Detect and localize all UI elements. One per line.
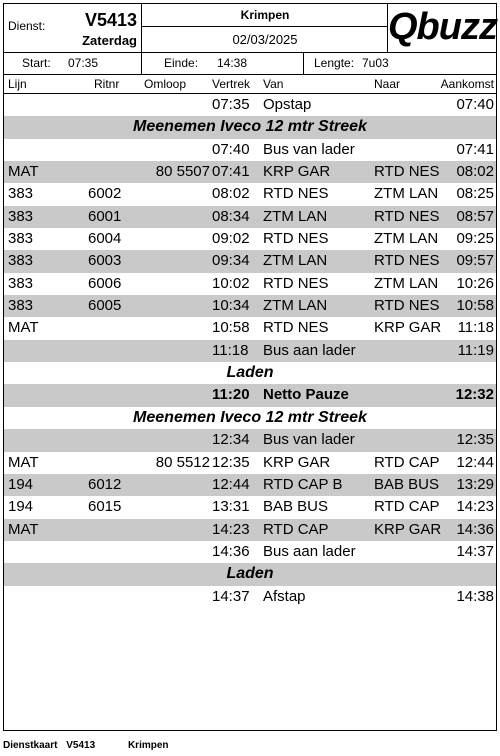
cell-aankomst: 13:29 xyxy=(456,475,494,493)
cell-vertrek: 14:37 xyxy=(212,587,250,605)
cell-van: KRP GAR xyxy=(263,163,331,181)
cell-naar: ZTM LAN xyxy=(374,185,439,203)
section-title: Laden xyxy=(226,565,274,583)
column-headers xyxy=(4,75,496,94)
cell-van: RTD CAP B xyxy=(263,475,343,493)
cell-vertrek: 12:34 xyxy=(212,431,250,449)
table-row xyxy=(4,94,496,116)
table-row xyxy=(4,161,496,183)
start-label: Start: xyxy=(22,56,51,70)
table-row xyxy=(4,519,496,541)
cell-vertrek: 14:23 xyxy=(212,520,250,538)
cell-ritnr: 6004 xyxy=(88,230,122,248)
table-row xyxy=(4,541,496,563)
table-row xyxy=(4,317,496,339)
cell-van: Netto Pauze xyxy=(263,386,349,404)
cell-aankomst: 14:36 xyxy=(456,520,494,538)
cell-ritnr: 6015 xyxy=(88,498,122,516)
cell-naar: RTD NES xyxy=(374,297,440,315)
cell-van: Opstap xyxy=(263,96,312,113)
cell-vertrek: 11:18 xyxy=(212,341,249,359)
cell-aankomst: 11:18 xyxy=(457,319,494,337)
cell-vertrek: 11:20 xyxy=(212,386,250,404)
section-row xyxy=(4,563,496,585)
cell-vertrek: 08:34 xyxy=(212,207,250,225)
cell-van: ZTM LAN xyxy=(263,207,328,225)
table-row xyxy=(4,452,496,474)
cell-vertrek: 13:31 xyxy=(212,498,250,516)
cell-aankomst: 09:25 xyxy=(456,230,494,248)
length-value: 7u03 xyxy=(362,56,389,70)
location: Krimpen xyxy=(142,4,388,27)
end-cell xyxy=(142,53,304,74)
header xyxy=(4,4,496,53)
trip-table xyxy=(4,94,496,608)
section-title: Laden xyxy=(226,364,274,382)
table-row xyxy=(4,586,496,608)
cell-aankomst: 14:23 xyxy=(456,498,494,516)
cell-naar: KRP GAR xyxy=(374,319,442,337)
cell-van: Bus aan lader xyxy=(263,542,356,560)
cell-naar: RTD CAP xyxy=(374,498,440,516)
cell-lijn: MAT xyxy=(8,453,39,471)
cell-lijn: 383 xyxy=(8,185,34,203)
cell-lijn: 194 xyxy=(8,498,34,516)
dienstkaart xyxy=(3,3,497,731)
cell-ritnr: 6003 xyxy=(88,252,122,270)
cell-van: RTD NES xyxy=(263,230,329,248)
col-lijn: Lijn xyxy=(8,77,27,91)
cell-aankomst: 10:58 xyxy=(456,297,494,315)
col-vertrek: Vertrek xyxy=(212,77,251,91)
footer-dienst: V5413 xyxy=(66,740,96,751)
cell-vertrek: 10:02 xyxy=(212,274,250,292)
table-row xyxy=(4,474,496,496)
cell-van: ZTM LAN xyxy=(263,252,328,270)
cell-naar: RTD NES xyxy=(374,252,440,270)
cell-vertrek: 09:02 xyxy=(212,230,250,248)
cell-vertrek: 07:41 xyxy=(212,163,250,181)
col-aankomst: Aankomst xyxy=(440,77,494,91)
table-row xyxy=(4,228,496,250)
table-row xyxy=(4,340,496,362)
day-type: Zaterdag xyxy=(82,33,137,48)
cell-naar: RTD CAP xyxy=(374,453,440,471)
length-cell xyxy=(304,53,496,74)
table-row xyxy=(4,250,496,272)
cell-vertrek: 14:36 xyxy=(212,542,250,560)
cell-aankomst: 14:38 xyxy=(456,587,494,605)
logo-cell xyxy=(388,4,496,52)
cell-naar: RTD NES xyxy=(374,163,440,181)
table-row xyxy=(4,206,496,228)
cell-lijn: MAT xyxy=(8,520,39,538)
cell-aankomst: 10:26 xyxy=(456,274,494,292)
cell-vertrek: 08:02 xyxy=(212,185,250,203)
cell-lijn: 383 xyxy=(8,252,34,270)
cell-omloop: 80 5507 xyxy=(155,163,210,181)
table-row xyxy=(4,139,496,161)
cell-vertrek: 07:35 xyxy=(212,96,250,113)
cell-lijn: 383 xyxy=(8,297,34,315)
end-time: 14:38 xyxy=(217,56,248,70)
cell-vertrek: 10:58 xyxy=(212,319,250,337)
cell-aankomst: 09:57 xyxy=(456,252,494,270)
cell-van: BAB BUS xyxy=(263,498,329,516)
col-naar: Naar xyxy=(374,77,401,91)
cell-aankomst: 12:44 xyxy=(456,453,494,471)
footer-location: Krimpen xyxy=(127,740,169,751)
cell-vertrek: 12:35 xyxy=(212,453,250,471)
dienst-cell xyxy=(4,4,142,52)
table-row xyxy=(4,429,496,451)
cell-ritnr: 6002 xyxy=(88,185,122,203)
section-row xyxy=(4,407,496,429)
qbuzz-logo: Qbuzz xyxy=(388,6,497,48)
section-title: Meenemen Iveco 12 mtr Streek xyxy=(133,118,367,136)
cell-naar: BAB BUS xyxy=(374,475,440,493)
cell-lijn: 383 xyxy=(8,230,34,248)
cell-aankomst: 08:02 xyxy=(456,163,494,181)
dienst-number: V5413 xyxy=(84,10,137,30)
cell-vertrek: 09:34 xyxy=(212,252,250,270)
table-row xyxy=(4,295,496,317)
cell-omloop: 80 5512 xyxy=(155,453,210,471)
table-row xyxy=(4,496,496,518)
col-omloop: Omloop xyxy=(144,77,187,91)
col-ritnr: Ritnr xyxy=(94,77,120,91)
cell-lijn: MAT xyxy=(8,163,39,181)
cell-van: RTD NES xyxy=(263,185,329,203)
cell-aankomst: 12:32 xyxy=(455,386,494,404)
cell-van: RTD NES xyxy=(263,319,329,337)
cell-vertrek: 07:40 xyxy=(212,140,250,158)
cell-naar: KRP GAR xyxy=(374,520,442,538)
dienst-label: Dienst: xyxy=(8,19,46,33)
start-time: 07:35 xyxy=(68,56,99,70)
cell-naar: ZTM LAN xyxy=(374,230,439,248)
section-title: Meenemen Iveco 12 mtr Streek xyxy=(133,408,367,426)
cell-lijn: 194 xyxy=(8,475,34,493)
length-label: Lengte: xyxy=(314,56,355,70)
cell-lijn: 383 xyxy=(8,207,34,225)
table-row xyxy=(4,384,496,406)
time-summary xyxy=(4,53,496,75)
cell-van: ZTM LAN xyxy=(263,297,328,315)
col-van: Van xyxy=(263,77,284,91)
cell-aankomst: 11:19 xyxy=(457,341,494,359)
cell-ritnr: 6012 xyxy=(88,475,122,493)
end-label: Einde: xyxy=(164,56,199,70)
cell-van: RTD NES xyxy=(263,274,329,292)
cell-aankomst: 07:41 xyxy=(456,140,494,158)
cell-van: RTD CAP xyxy=(263,520,329,538)
date: 02/03/2025 xyxy=(232,32,298,47)
cell-aankomst: 07:40 xyxy=(456,96,494,113)
footer xyxy=(3,740,169,751)
cell-vertrek: 12:44 xyxy=(212,475,250,493)
cell-naar: RTD NES xyxy=(374,207,440,225)
section-row xyxy=(4,362,496,384)
cell-lijn: MAT xyxy=(8,319,39,337)
cell-aankomst: 08:57 xyxy=(456,207,494,225)
cell-aankomst: 14:37 xyxy=(456,542,494,560)
cell-naar: ZTM LAN xyxy=(374,274,439,292)
section-row xyxy=(4,116,496,138)
cell-van: KRP GAR xyxy=(263,453,331,471)
cell-lijn: 383 xyxy=(8,274,34,292)
cell-aankomst: 12:35 xyxy=(456,431,494,449)
cell-van: Bus van lader xyxy=(263,140,355,158)
cell-van: Afstap xyxy=(263,587,306,605)
cell-vertrek: 10:34 xyxy=(212,297,250,315)
cell-ritnr: 6006 xyxy=(88,274,122,292)
table-row xyxy=(4,273,496,295)
cell-ritnr: 6005 xyxy=(88,297,122,315)
location-date-cell xyxy=(142,4,388,52)
footer-title: Dienstkaart xyxy=(3,740,58,751)
cell-van: Bus van lader xyxy=(263,431,355,449)
table-row xyxy=(4,183,496,205)
cell-ritnr: 6001 xyxy=(88,207,122,225)
cell-van: Bus aan lader xyxy=(263,341,356,359)
cell-aankomst: 08:25 xyxy=(456,185,494,203)
start-cell xyxy=(4,53,142,74)
